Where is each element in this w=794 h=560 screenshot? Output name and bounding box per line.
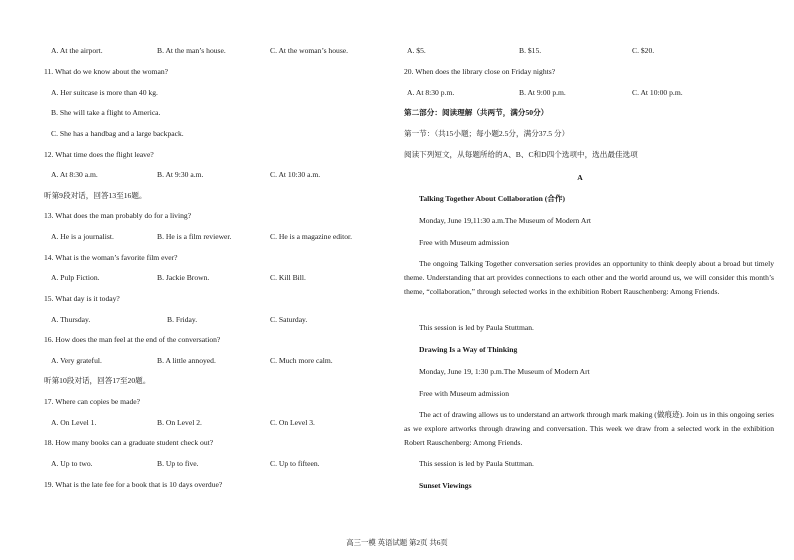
q10-option-a: A. At the airport. [51, 46, 103, 55]
q16-option-c: C. Much more calm. [270, 356, 333, 365]
reading-instruction: 阅读下列短文，从每题所给的A、B、C和D四个选项中，选出最佳选项 [404, 150, 638, 159]
q17-option-a: A. On Level 1. [51, 418, 97, 427]
q13-option-c: C. He is a magazine editor. [270, 232, 353, 241]
event-2-description: The act of drawing allows us to understand an artwork through mark making (做痕迹). Join us in this ongoing series as we explore artworks through drawing and conversation. This week we draw from a selected work in the exhibition Robert Rauschenberg: Among Friends. [404, 410, 774, 447]
q20-option-c: C. At 10:00 p.m. [632, 88, 683, 97]
q18-option-c: C. Up to fifteen. [270, 459, 320, 468]
question-11: 11. What do we know about the woman? [44, 67, 169, 76]
passage-letter: A [577, 173, 583, 182]
q18-option-b: B. Up to five. [157, 459, 199, 468]
q12-option-b: B. At 9:30 a.m. [157, 170, 204, 179]
section-1-heading: 第一节：（共15小题；每小题2.5分，满分37.5 分） [404, 129, 570, 138]
q13-option-b: B. He is a film reviewer. [157, 232, 232, 241]
part-2-heading: 第二部分：阅读理解（共两节，满分50分） [404, 108, 549, 117]
q15-option-c: C. Saturday. [270, 315, 308, 324]
directions-dialogue-9: 听第9段对话，回答13至16题。 [44, 191, 147, 200]
q19-option-b: B. $15. [519, 46, 542, 55]
q14-option-c: C. Kill Bill. [270, 273, 306, 282]
question-13: 13. What does the man probably do for a living? [44, 211, 192, 220]
q16-option-a: A. Very grateful. [51, 356, 102, 365]
event-1-fee: Free with Museum admission [419, 238, 510, 247]
question-18: 18. How many books can a graduate student check out? [44, 438, 214, 447]
event-1-leader: This session is led by Paula Stuttman. [419, 323, 534, 332]
question-12: 12. What time does the flight leave? [44, 150, 154, 159]
q20-option-b: B. At 9:00 p.m. [519, 88, 566, 97]
q12-option-a: A. At 8:30 a.m. [51, 170, 98, 179]
q15-option-b: B. Friday. [167, 315, 198, 324]
page-footer: 高三一模 英语试题 第2页 共6页 [346, 538, 448, 547]
q20-option-a: A. At 8:30 p.m. [407, 88, 455, 97]
q17-option-c: C. On Level 3. [270, 418, 315, 427]
q10-option-c: C. At the woman’s house. [270, 46, 349, 55]
q17-option-b: B. On Level 2. [157, 418, 202, 427]
q11-option-b: B. She will take a flight to America. [51, 108, 161, 117]
q18-option-a: A. Up to two. [51, 459, 93, 468]
q19-option-a: A. $5. [407, 46, 426, 55]
question-16: 16. How does the man feel at the end of the conversation? [44, 335, 221, 344]
q12-option-c: C. At 10:30 a.m. [270, 170, 321, 179]
q13-option-a: A. He is a journalist. [51, 232, 114, 241]
event-2-time: Monday, June 19, 1:30 p.m.The Museum of Modern Art [419, 367, 590, 376]
event-1-time: Monday, June 19,11:30 a.m.The Museum of Modern Art [419, 216, 591, 225]
event-2-fee: Free with Museum admission [419, 389, 510, 398]
q10-option-b: B. At the man’s house. [157, 46, 226, 55]
event-1-description: The ongoing Talking Together conversation series provides an opportunity to think deeply about a broad but timely theme. Understanding that art provides connections to each other and the world around us, we will consider this month’s theme, “collaboration,” through selected works in the exhibition Robert Rauschenberg: Among Friends. [404, 259, 774, 296]
q16-option-b: B. A little annoyed. [157, 356, 216, 365]
q14-option-a: A. Pulp Fiction. [51, 273, 100, 282]
question-19: 19. What is the late fee for a book that is 10 days overdue? [44, 480, 223, 489]
event-2-title: Drawing Is a Way of Thinking [419, 345, 518, 354]
directions-dialogue-10: 听第10段对话，回答17至20题。 [44, 376, 151, 385]
event-1-title: Talking Together About Collaboration (合作) [419, 194, 565, 203]
question-15: 15. What day is it today? [44, 294, 120, 303]
q19-option-c: C. $20. [632, 46, 655, 55]
question-14: 14. What is the woman’s favorite film ever? [44, 253, 178, 262]
q11-option-a: A. Her suitcase is more than 40 kg. [51, 88, 158, 97]
q14-option-b: B. Jackie Brown. [157, 273, 210, 282]
question-20: 20. When does the library close on Friday nights? [404, 67, 556, 76]
q15-option-a: A. Thursday. [51, 315, 91, 324]
event-2-leader: This session is led by Paula Stuttman. [419, 459, 534, 468]
q11-option-c: C. She has a handbag and a large backpack. [51, 129, 184, 138]
question-17: 17. Where can copies be made? [44, 397, 141, 406]
event-3-title: Sunset Viewings [419, 481, 472, 490]
